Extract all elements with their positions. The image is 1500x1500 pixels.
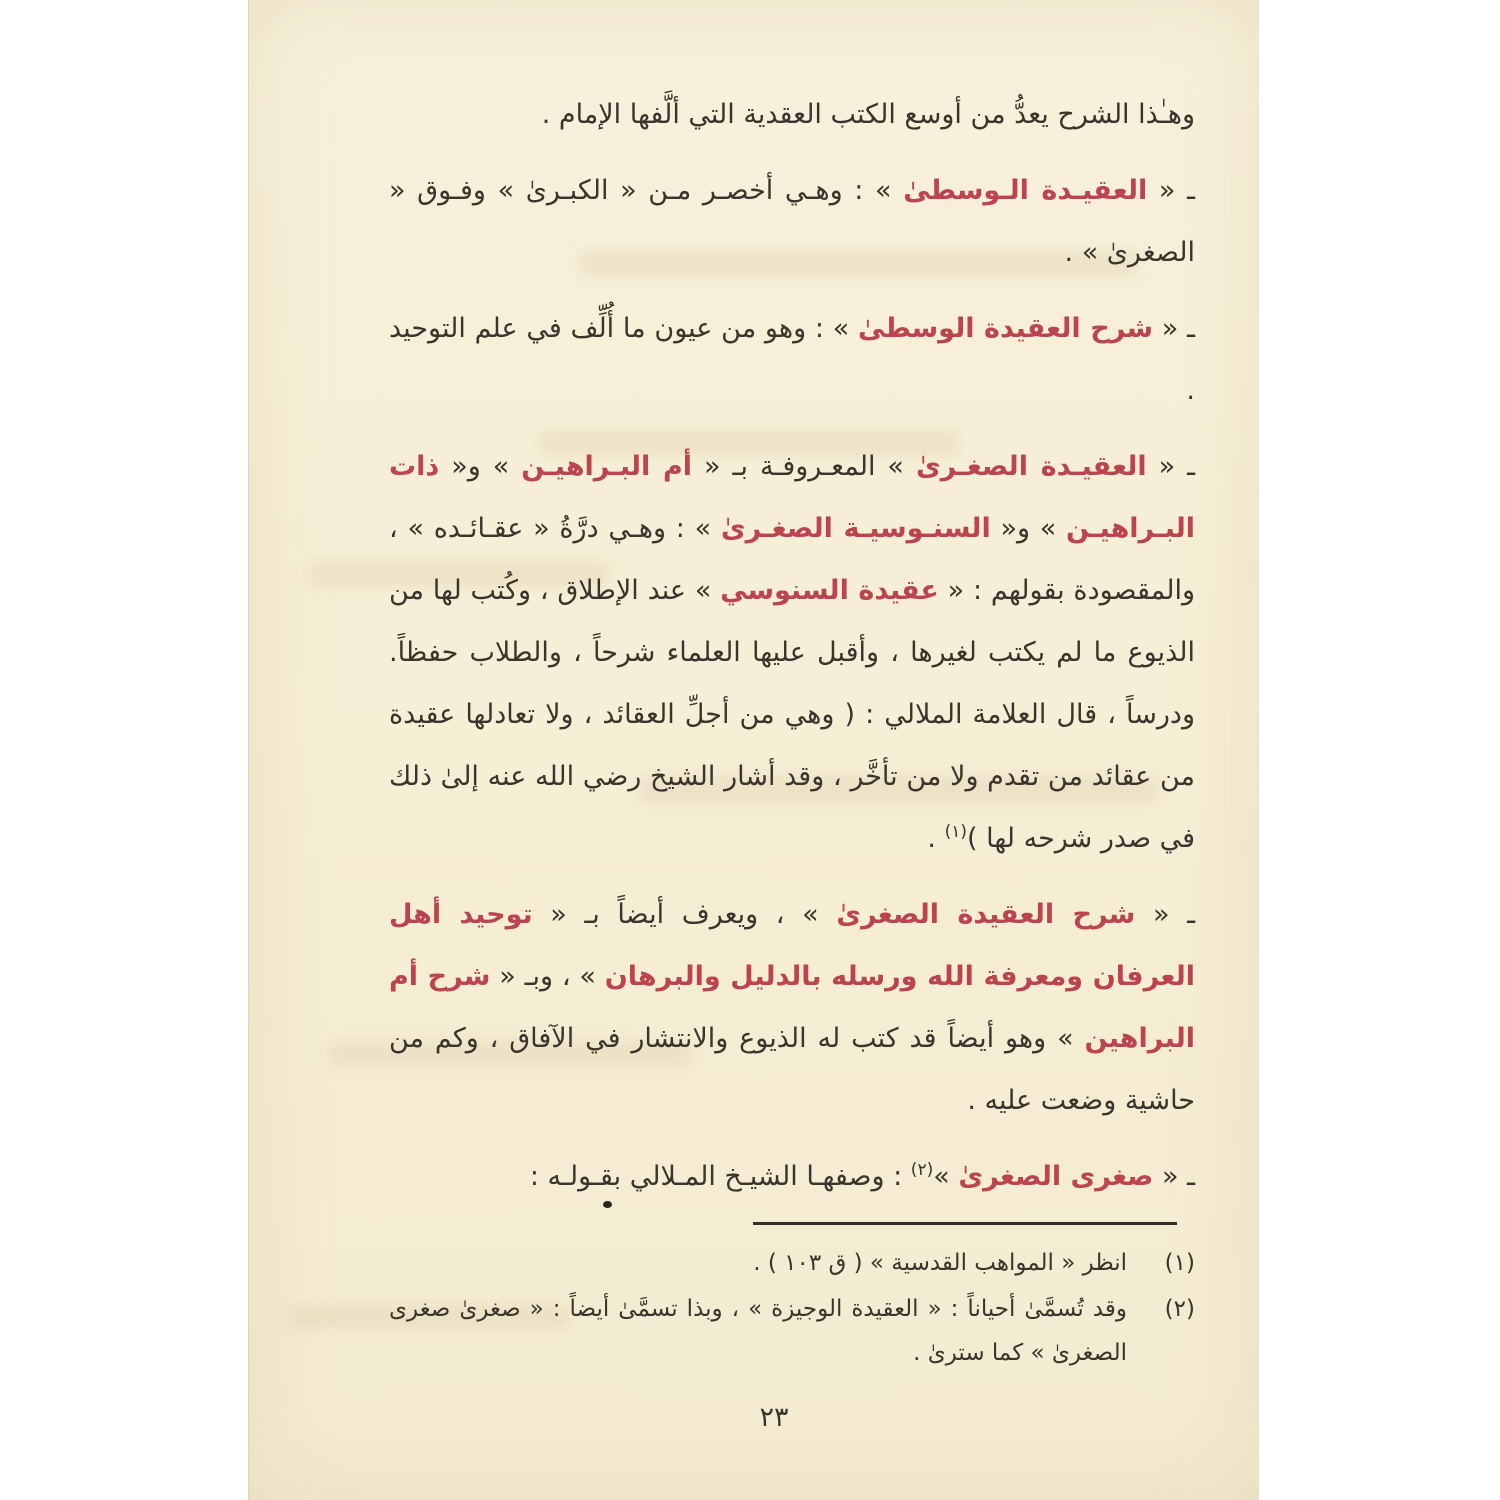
body-text: ـ « — [1147, 175, 1195, 206]
footnote-text: انظر « المواهب القدسية » ( ق ١٠٣ ) . — [753, 1250, 1127, 1276]
footnote-item — [389, 1287, 1195, 1375]
book-title-highlight: أم البـراهيـن — [521, 451, 693, 482]
ink-speck — [603, 1201, 612, 1208]
body-text: » وهو أيضاً قد كتب له الذيوع والانتشار في الآفاق ، وكم من حاشية وضعت عليه . — [389, 1023, 1195, 1116]
footnote-text: وقد تُسمَّىٰ أحياناً : « العقيدة الوجيزة » ، وبذا تسمَّىٰ أيضاً : « صغرىٰ صغرى الصغرىٰ » كما سترىٰ . — [389, 1296, 1127, 1366]
body-text: ـ « — [1153, 313, 1195, 344]
footnote-reference: (١) — [944, 822, 967, 842]
body-text: ـ « — [1135, 899, 1195, 930]
paragraph — [389, 436, 1195, 870]
book-title-highlight: العقيـدة الصغـرىٰ — [915, 451, 1147, 482]
book-title-highlight: توحيد أهل العرفان ومعرفة الله ورسله بالدليل والبرهان — [389, 899, 1195, 992]
body-text: وهـٰذا الشرح يعدُّ من أوسع الكتب العقدية التي ألَّفها الإمام . — [541, 99, 1195, 130]
body-text: ـ « — [1146, 451, 1195, 482]
body-text: . — [927, 823, 945, 854]
footnote-number: (٢) — [1164, 1296, 1195, 1322]
body-text: » ، وبـ « — [490, 961, 605, 992]
body-text: » — [933, 1161, 959, 1192]
body-text: : وصفهـا الشيـخ المـلالي بقـولـه : — [529, 1161, 911, 1192]
book-page — [248, 0, 1259, 1500]
body-text: » المعـروفـة بـ « — [692, 451, 916, 482]
paragraph — [389, 298, 1195, 422]
body-text: » ، ويعرف أيضاً بـ « — [532, 899, 837, 930]
body-text: ـ « — [1153, 1161, 1195, 1192]
footnote-reference: (٢) — [910, 1160, 934, 1180]
body-text: » : وهـي أخصـر مـن « الكبـرىٰ » وفـوق « الصغرىٰ » . — [389, 175, 1195, 268]
book-title-highlight: صغرى الصغرىٰ — [958, 1161, 1154, 1192]
book-title-highlight: شرح العقيدة الوسطىٰ — [858, 313, 1154, 344]
footnote-number: (١) — [1164, 1250, 1195, 1276]
footnote-item — [389, 1241, 1195, 1285]
page-number: ٢٣ — [759, 1402, 789, 1433]
book-title-highlight: شرح العقيدة الصغرىٰ — [836, 899, 1136, 930]
footnote-separator — [753, 1222, 1177, 1225]
paragraph — [389, 1146, 1195, 1208]
paragraph — [389, 160, 1195, 284]
body-text: » : وهو من عيون ما أُلِّف في علم التوحيد . — [389, 313, 1195, 406]
footnote-list — [389, 1241, 1195, 1375]
body-text: » و« — [439, 451, 522, 482]
book-title-highlight: عقيدة السنوسي — [720, 575, 939, 606]
body-paragraphs — [389, 84, 1195, 1222]
body-text: » و« — [990, 513, 1067, 544]
paragraph — [389, 884, 1195, 1132]
book-title-highlight: السنـوسيـة الصغـرىٰ — [720, 513, 991, 544]
body-text: » : وهـي درَّةُ « عقـائـده » ، والمقصودة بقولهم : « — [389, 513, 1195, 606]
footnote-area — [389, 1222, 1195, 1377]
book-title-highlight: شرح أم البراهين — [389, 961, 1195, 1054]
body-text: » عند الإطلاق ، وكُتب لها من الذيوع ما لم يكتب لغيرها ، وأقبل عليها العلماء شرحاً ، والطلاب حفظاً. ودرساً ، قال العلامة الملالي : ( وهي من أجلِّ العقائد ، ولا تعادلها عقيدة من عقائد من تقدم ولا من تأخَّر ، وقد أشار الشيخ رضي الله عنه إلىٰ ذلك في صدر شرحه لها ) — [389, 575, 1195, 854]
book-title-highlight: ذات البـراهيـن — [389, 451, 1195, 544]
book-title-highlight: العقيـدة الـوسطىٰ — [903, 175, 1148, 206]
paragraph — [389, 84, 1195, 146]
